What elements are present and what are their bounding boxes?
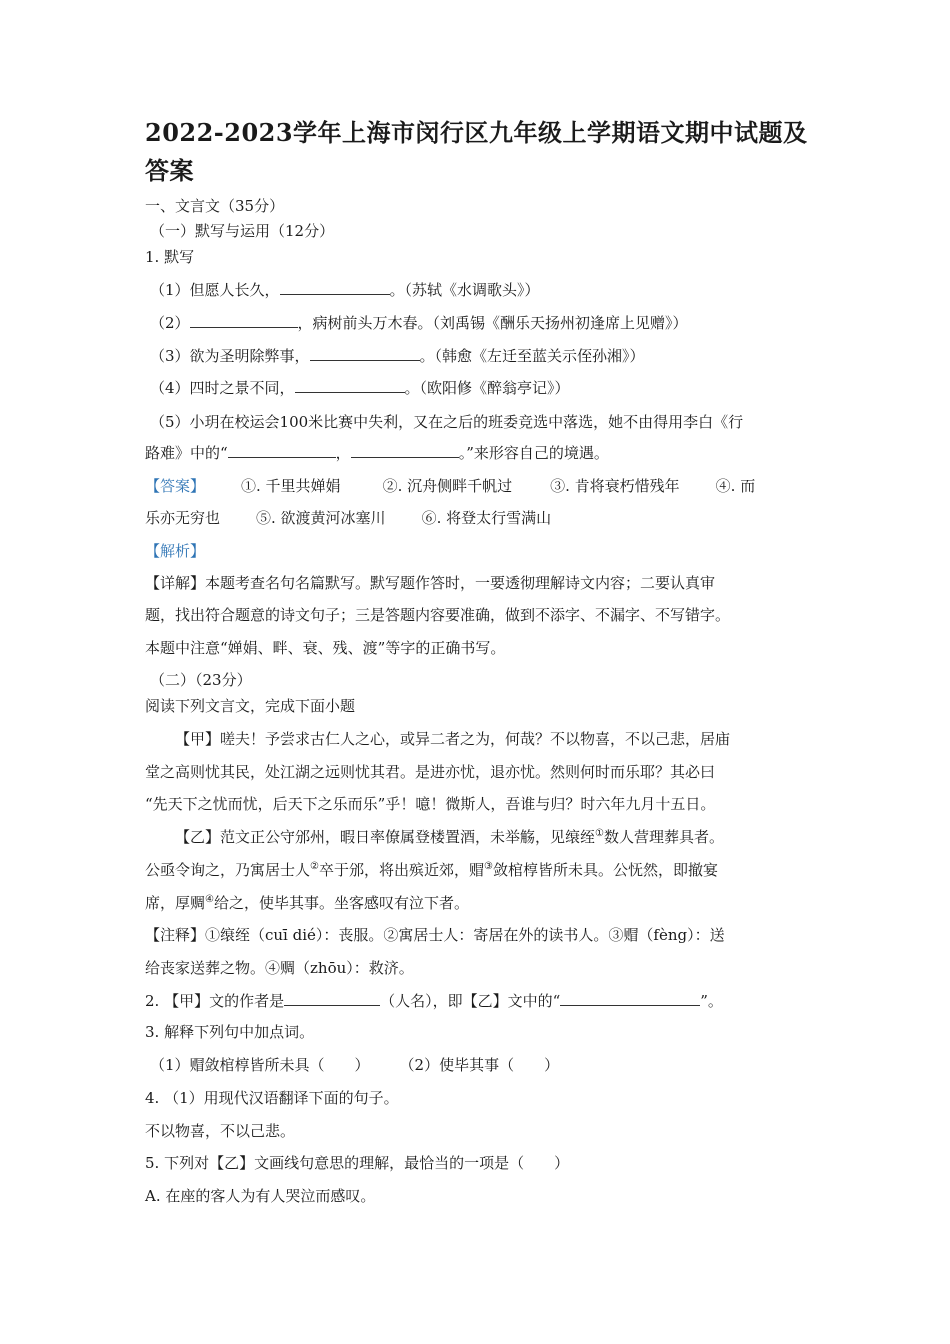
question-1-4 <box>150 378 570 398</box>
question-5-option-a[interactable]: A. 在座的客人为有人哭泣而感叹。 <box>145 1187 376 1205</box>
question-text: 。”来形容自己的境遇。 <box>458 444 609 462</box>
reading-intro: 阅读下列文言文，完成下面小题 <box>145 697 356 715</box>
answer-blank[interactable] <box>228 443 336 458</box>
question-text: （3）欲为圣明除弊事， <box>150 347 310 365</box>
passage-text: 敛棺椁皆所未具。公怃然，即撤宴 <box>492 861 718 879</box>
question-source: 。（韩愈《左迁至蓝关示侄孙湘》） <box>419 347 645 365</box>
section-heading: 一、文言文（35分） <box>145 197 285 215</box>
question-3-1: （1）赗敛棺椁皆所未具（ ） <box>150 1056 370 1074</box>
answer-3: ③. 肯将衰朽惜残年 <box>550 477 680 495</box>
answer-blank[interactable] <box>560 991 700 1006</box>
passage-yi-line1 <box>175 827 724 847</box>
question-source: ，病树前头万木春。（刘禹锡《酬乐天扬州初逢席上见赠》） <box>297 314 688 332</box>
answer-blank[interactable] <box>351 443 459 458</box>
answer-blank[interactable] <box>190 313 298 328</box>
answer-row-2 <box>145 508 551 528</box>
answer-blank[interactable] <box>280 280 390 295</box>
analysis-tag: 【解析】 <box>145 542 206 560</box>
question-text: （人名），即【乙】文中的“ <box>380 992 561 1010</box>
passage-yi-line3 <box>145 893 469 913</box>
question-source: 。（苏轼《水调歌头》） <box>389 281 540 299</box>
question-text: （1）但愿人长久， <box>150 281 280 299</box>
question-1-5-line1: （5）小玥在校运会100米比赛中失利，又在之后的班委竞选中落选，她不由得用李白《行 <box>150 413 744 431</box>
passage-jia-line2: 堂之高则忧其民，处江湖之远则忧其君。是进亦忧，退亦忧。然则何时而乐耶？其必曰 <box>145 763 716 781</box>
question-text: ”。 <box>700 992 723 1010</box>
question-1-5-line2 <box>145 443 609 463</box>
passage-jia-line1: 【甲】嗟夫！予尝求古仁人之心，或异二者之为，何哉？不以物喜，不以己悲，居庙 <box>175 730 731 748</box>
answer-blank[interactable] <box>310 346 420 361</box>
footnote-mark: ③ <box>484 861 493 872</box>
answer-5: ⑤. 欲渡黄河冰塞川 <box>256 509 386 527</box>
answer-4: ④. 而 <box>715 477 756 495</box>
passage-text: 席，厚赒 <box>145 894 206 912</box>
passage-text: 给之，使毕其事。坐客感叹有泣下者。 <box>213 894 469 912</box>
question-source: 。（欧阳修《醉翁亭记》） <box>404 379 570 397</box>
answer-4-cont: 乐亦无穷也 <box>145 509 221 527</box>
question-3-items <box>150 1055 559 1075</box>
notes-line1: 【注释】①缞绖（cuī dié）：丧服。②寓居士人：寄居在外的读书人。③赗（fèng）：送 <box>145 926 725 944</box>
question-3: 3. 解释下列句中加点词。 <box>145 1023 315 1041</box>
passage-text: 【乙】范文正公守邠州，暇日率僚属登楼置酒，未举觞，见缞绖 <box>175 828 596 846</box>
detail-line-3: 本题中注意“婵娟、畔、衰、残、渡”等字的正确书写。 <box>145 639 506 657</box>
part-heading: （二）（23分） <box>150 671 252 689</box>
question-1-3 <box>150 346 645 366</box>
question-text: 路难》中的“ <box>145 444 228 462</box>
question-4-sentence: 不以物喜，不以己悲。 <box>145 1122 296 1140</box>
question-1-1 <box>150 280 540 300</box>
notes-line2: 给丧家送葬之物。④赒（zhōu）：救济。 <box>145 959 414 977</box>
passage-jia-line3: “先天下之忧而忧，后天下之乐而乐”乎！噫！微斯人，吾谁与归？时六年九月十五日。 <box>145 795 716 813</box>
detail-line-2: 题，找出符合题意的诗文句子；三是答题内容要准确，做到不添字、不漏字、不写错字。 <box>145 606 731 624</box>
passage-text: 数人营理葬具者。 <box>603 828 724 846</box>
question-1-2 <box>150 313 688 333</box>
footnote-mark: ① <box>595 828 604 839</box>
question-text: 2. 【甲】文的作者是 <box>145 992 285 1010</box>
passage-text: 公亟令询之，乃寓居士人 <box>145 861 311 879</box>
question-1: 1. 默写 <box>145 248 195 266</box>
answer-blank[interactable] <box>295 378 405 393</box>
answer-row-1 <box>145 476 755 496</box>
separator: ， <box>335 444 351 462</box>
detail-line-1: 【详解】本题考查名句名篇默写。默写题作答时，一要透彻理解诗文内容；二要认真审 <box>145 574 716 592</box>
passage-text: 卒于邠，将出殡近郊，赗 <box>318 861 484 879</box>
question-text: （4）四时之景不同， <box>150 379 295 397</box>
passage-yi-line2 <box>145 860 718 880</box>
question-4: 4. （1）用现代汉语翻译下面的句子。 <box>145 1089 399 1107</box>
question-2 <box>145 991 723 1011</box>
footnote-mark: ④ <box>205 894 214 905</box>
answer-blank[interactable] <box>284 991 380 1006</box>
answer-6: ⑥. 将登太行雪满山 <box>421 509 552 527</box>
document-title: 2022-2023学年上海市闵行区九年级上学期语文期中试题及答案 <box>145 118 808 185</box>
question-5: 5. 下列对【乙】文画线句意思的理解，最恰当的一项是（ ） <box>145 1154 570 1172</box>
question-text: （2） <box>150 314 190 332</box>
footnote-mark: ② <box>310 861 319 872</box>
answer-tag: 【答案】 <box>145 477 206 495</box>
part-heading: （一）默写与运用（12分） <box>150 222 335 240</box>
answer-1: ①. 千里共婵娟 <box>241 477 341 495</box>
question-3-2: （2）使毕其事（ ） <box>399 1056 560 1074</box>
answer-2: ②. 沉舟侧畔千帆过 <box>382 477 513 495</box>
